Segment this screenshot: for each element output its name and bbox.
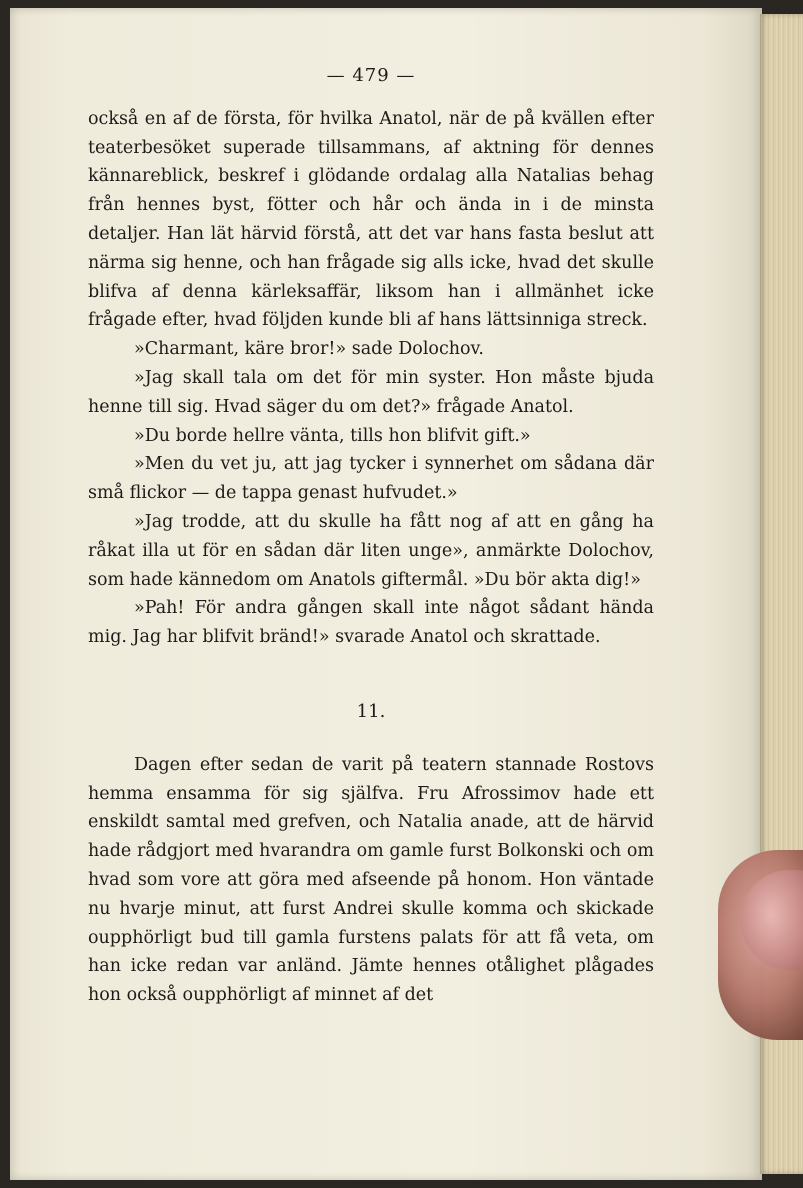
- paragraph: Dagen efter sedan de varit på teatern stannade Rostovs hemma ensamma för sig själfva. Fru Afrossimov hade ett enskildt samtal med grefven, och Natalia anade, att de härvid hade rådgjort med hvarandra om gamle furst Bolkonski och om hvad som vore att göra med afseende på honom. Hon väntade nu hvarje minut, att furst Andrei skulle komma och skickade oupphörligt bud till gamla furstens palats för att få veta, om han icke redan var anländ. Jämte hennes otålighet plågades hon också oupphörligt af minnet af det: [88, 754, 654, 1006]
- paragraph: »Jag trodde, att du skulle ha fått nog af att en gång ha råkat illa ut för en sådan där liten unge», anmärkte Dolochov, som hade kännedom om Anatols giftermål. »Du bör akta dig!»: [88, 511, 654, 590]
- paragraph: »Jag skall tala om det för min syster. Hon måste bjuda henne till sig. Hvad säger du om det?» frågade Anatol.: [88, 367, 654, 417]
- chapter-heading: 11.: [356, 700, 386, 722]
- page-number: — 479 —: [326, 65, 416, 86]
- page-content: [88, 62, 654, 1010]
- paragraph: »Pah! För andra gången skall inte något sådant hända mig. Jag har blifvit bränd!» svarade Anatol och skrattade.: [88, 598, 654, 648]
- paragraph: »Men du vet ju, att jag tycker i synnerhet om sådana där små flickor — de tappa genast hufvudet.»: [88, 454, 654, 504]
- paragraph: »Du borde hellre vänta, tills hon blifvit gift.»: [134, 425, 531, 446]
- paragraph: också en af de första, för hvilka Anatol, när de på kvällen efter teaterbesöket superade tillsammans, af aktning för dennes kännareblick, beskref i glödande ordalag alla Natalias behag från hennes byst, fötter och hår och ända in i de minsta detaljer. Han lät härvid förstå, att det var hans fasta beslut att närma sig henne, och han frågade sig alls icke, hvad det skulle blifva af denna kärleksaffär, liksom han i allmänhet icke frågade efter, hvad följden kunde bli af hans lättsinniga streck.: [88, 108, 654, 331]
- paragraph: »Charmant, käre bror!» sade Dolochov.: [134, 339, 484, 360]
